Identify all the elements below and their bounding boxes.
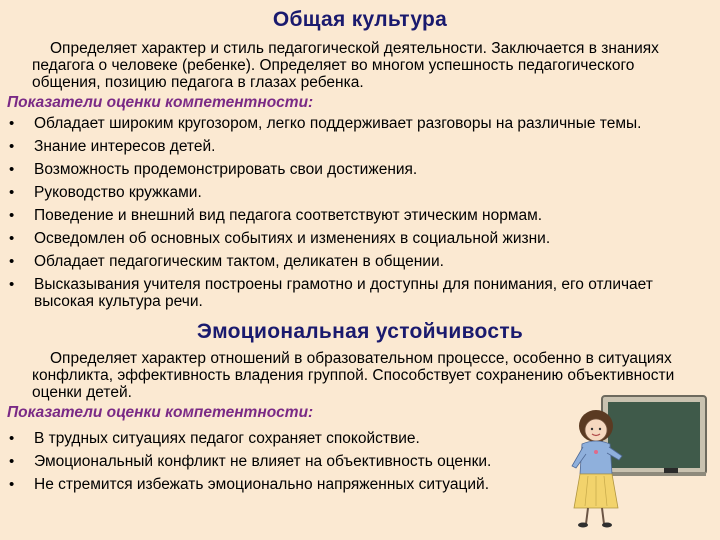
chalk-tray bbox=[604, 472, 706, 476]
teacher-shoe-left bbox=[578, 523, 588, 528]
bullet-icon: • bbox=[9, 230, 15, 247]
list-item bbox=[0, 476, 554, 493]
list-item bbox=[0, 161, 694, 178]
list-item-text: В трудных ситуациях педагог сохраняет спокойствие. bbox=[34, 430, 420, 447]
indicators-label: Показатели оценки компетентности: bbox=[7, 404, 314, 421]
bullet-icon: • bbox=[9, 138, 15, 155]
bullet-icon: • bbox=[9, 184, 15, 201]
list-item bbox=[0, 276, 694, 310]
list-item-text: Эмоциональный конфликт не влияет на объективность оценки. bbox=[34, 453, 492, 470]
bullet-icon: • bbox=[9, 161, 15, 178]
section-description-general-culture: Определяет характер и стиль педагогической деятельности. Заключается в знаниях педагога о человеке (ребенке). Определяет во многом успешность педагогического общения, позицию педагога в глазах ребенка. bbox=[32, 40, 659, 91]
list-item-text: Высказывания учителя построены грамотно и доступны для понимания, его отличает высокая культура речи. bbox=[34, 276, 653, 310]
bullet-icon: • bbox=[9, 253, 15, 270]
indicator-list-emotional-stability bbox=[0, 430, 554, 499]
list-item bbox=[0, 207, 694, 224]
teacher-leg-right bbox=[602, 508, 604, 524]
bullet-icon: • bbox=[9, 115, 15, 132]
list-item-text: Поведение и внешний вид педагога соответствуют этическим нормам. bbox=[34, 207, 543, 224]
teacher-blouse bbox=[580, 441, 612, 474]
chalkboard-surface bbox=[608, 402, 700, 468]
bullet-icon: • bbox=[9, 207, 15, 224]
list-item bbox=[0, 253, 694, 270]
list-item bbox=[0, 138, 694, 155]
teacher-brooch bbox=[594, 450, 598, 454]
bullet-icon: • bbox=[9, 453, 15, 470]
teacher-at-chalkboard-illustration bbox=[568, 392, 708, 532]
list-item-text: Обладает широким кругозором, легко поддерживает разговоры на различные темы. bbox=[34, 115, 642, 132]
section-title-emotional-stability: Эмоциональная устойчивость bbox=[196, 320, 524, 343]
list-item bbox=[0, 453, 554, 470]
teacher-eye bbox=[591, 428, 593, 430]
indicator-list-general-culture bbox=[0, 115, 694, 316]
list-item-text: Возможность продемонстрировать свои достижения. bbox=[34, 161, 418, 178]
section-description-emotional-stability: Определяет характер отношений в образовательном процессе, особенно в ситуациях конфликта, эффективность владения группой. Способствует сохранению объективности оценки детей. bbox=[32, 350, 675, 401]
teacher-head bbox=[585, 419, 607, 441]
chalk-eraser bbox=[664, 468, 678, 473]
list-item bbox=[0, 430, 554, 447]
list-item-text: Не стремится избежать эмоционально напряженных ситуаций. bbox=[34, 476, 489, 493]
teacher-shoe-right bbox=[602, 523, 612, 528]
list-item bbox=[0, 115, 694, 132]
list-item-text: Руководство кружками. bbox=[34, 184, 202, 201]
section-title-general-culture: Общая культура bbox=[272, 8, 448, 31]
teacher-leg-left bbox=[586, 508, 588, 524]
bullet-icon: • bbox=[9, 276, 15, 293]
indicators-label: Показатели оценки компетентности: bbox=[7, 94, 314, 111]
list-item-text: Обладает педагогическим тактом, деликатен в общении. bbox=[34, 253, 444, 270]
list-item bbox=[0, 184, 694, 201]
bullet-icon: • bbox=[9, 476, 15, 493]
teacher-eye bbox=[599, 428, 601, 430]
list-item-text: Осведомлен об основных событиях и изменениях в социальной жизни. bbox=[34, 230, 551, 247]
list-item bbox=[0, 230, 694, 247]
list-item-text: Знание интересов детей. bbox=[34, 138, 216, 155]
bullet-icon: • bbox=[9, 430, 15, 447]
